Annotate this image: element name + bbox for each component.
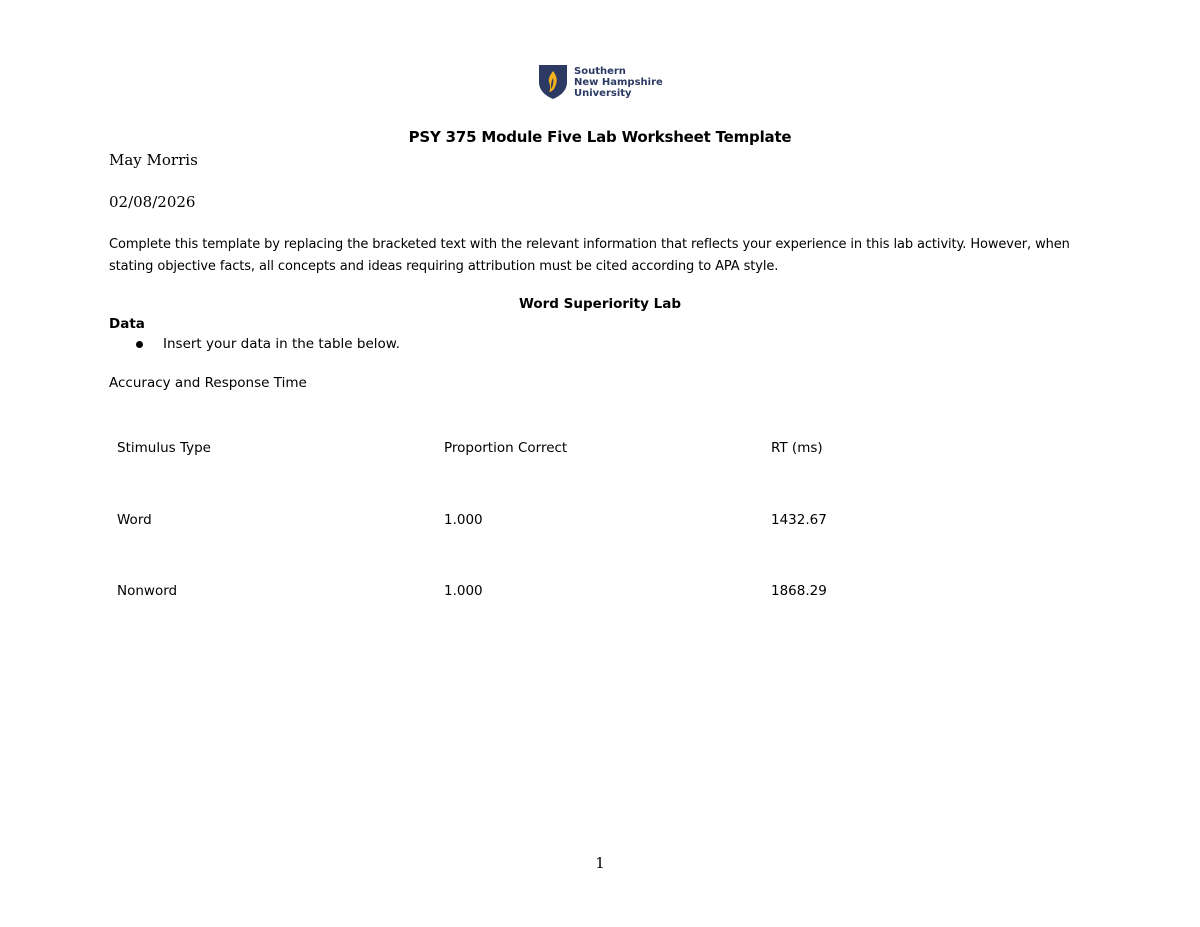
- flame-shield-icon: [538, 64, 568, 100]
- table-cell: 1432.67: [771, 512, 827, 528]
- university-logo: [538, 64, 663, 100]
- page-number: 1: [595, 854, 605, 872]
- logo-line-3: University: [574, 87, 632, 99]
- document-title: PSY 375 Module Five Lab Worksheet Template: [408, 128, 792, 146]
- table-cell: Nonword: [117, 583, 178, 599]
- document-date: 02/08/2026: [109, 193, 196, 211]
- table-header-cell: Stimulus Type: [117, 440, 211, 456]
- bullet-list-item: [136, 336, 400, 352]
- table-caption: Accuracy and Response Time: [109, 375, 307, 391]
- bullet-icon: [136, 341, 143, 348]
- table-cell: 1.000: [444, 512, 483, 528]
- table-header-cell: RT (ms): [771, 440, 823, 456]
- bullet-text: Insert your data in the table below.: [163, 336, 400, 352]
- table-cell: 1868.29: [771, 583, 827, 599]
- table-cell: Word: [117, 512, 152, 528]
- data-heading: Data: [109, 316, 145, 332]
- table-cell: 1.000: [444, 583, 483, 599]
- author-name: May Morris: [109, 151, 198, 169]
- instructions-paragraph: Complete this template by replacing the bracketed text with the relevant information that reflects your experience in this lab activity. However, when stating objective facts, all concepts and ideas requiring attribution must be cited according to APA style.: [109, 237, 1070, 274]
- logo-line-1: Southern: [574, 65, 626, 77]
- logo-line-2: New Hampshire: [574, 76, 663, 88]
- table-header-cell: Proportion Correct: [444, 440, 568, 456]
- lab-heading: Word Superiority Lab: [518, 296, 682, 312]
- logo-wordmark: [574, 66, 663, 99]
